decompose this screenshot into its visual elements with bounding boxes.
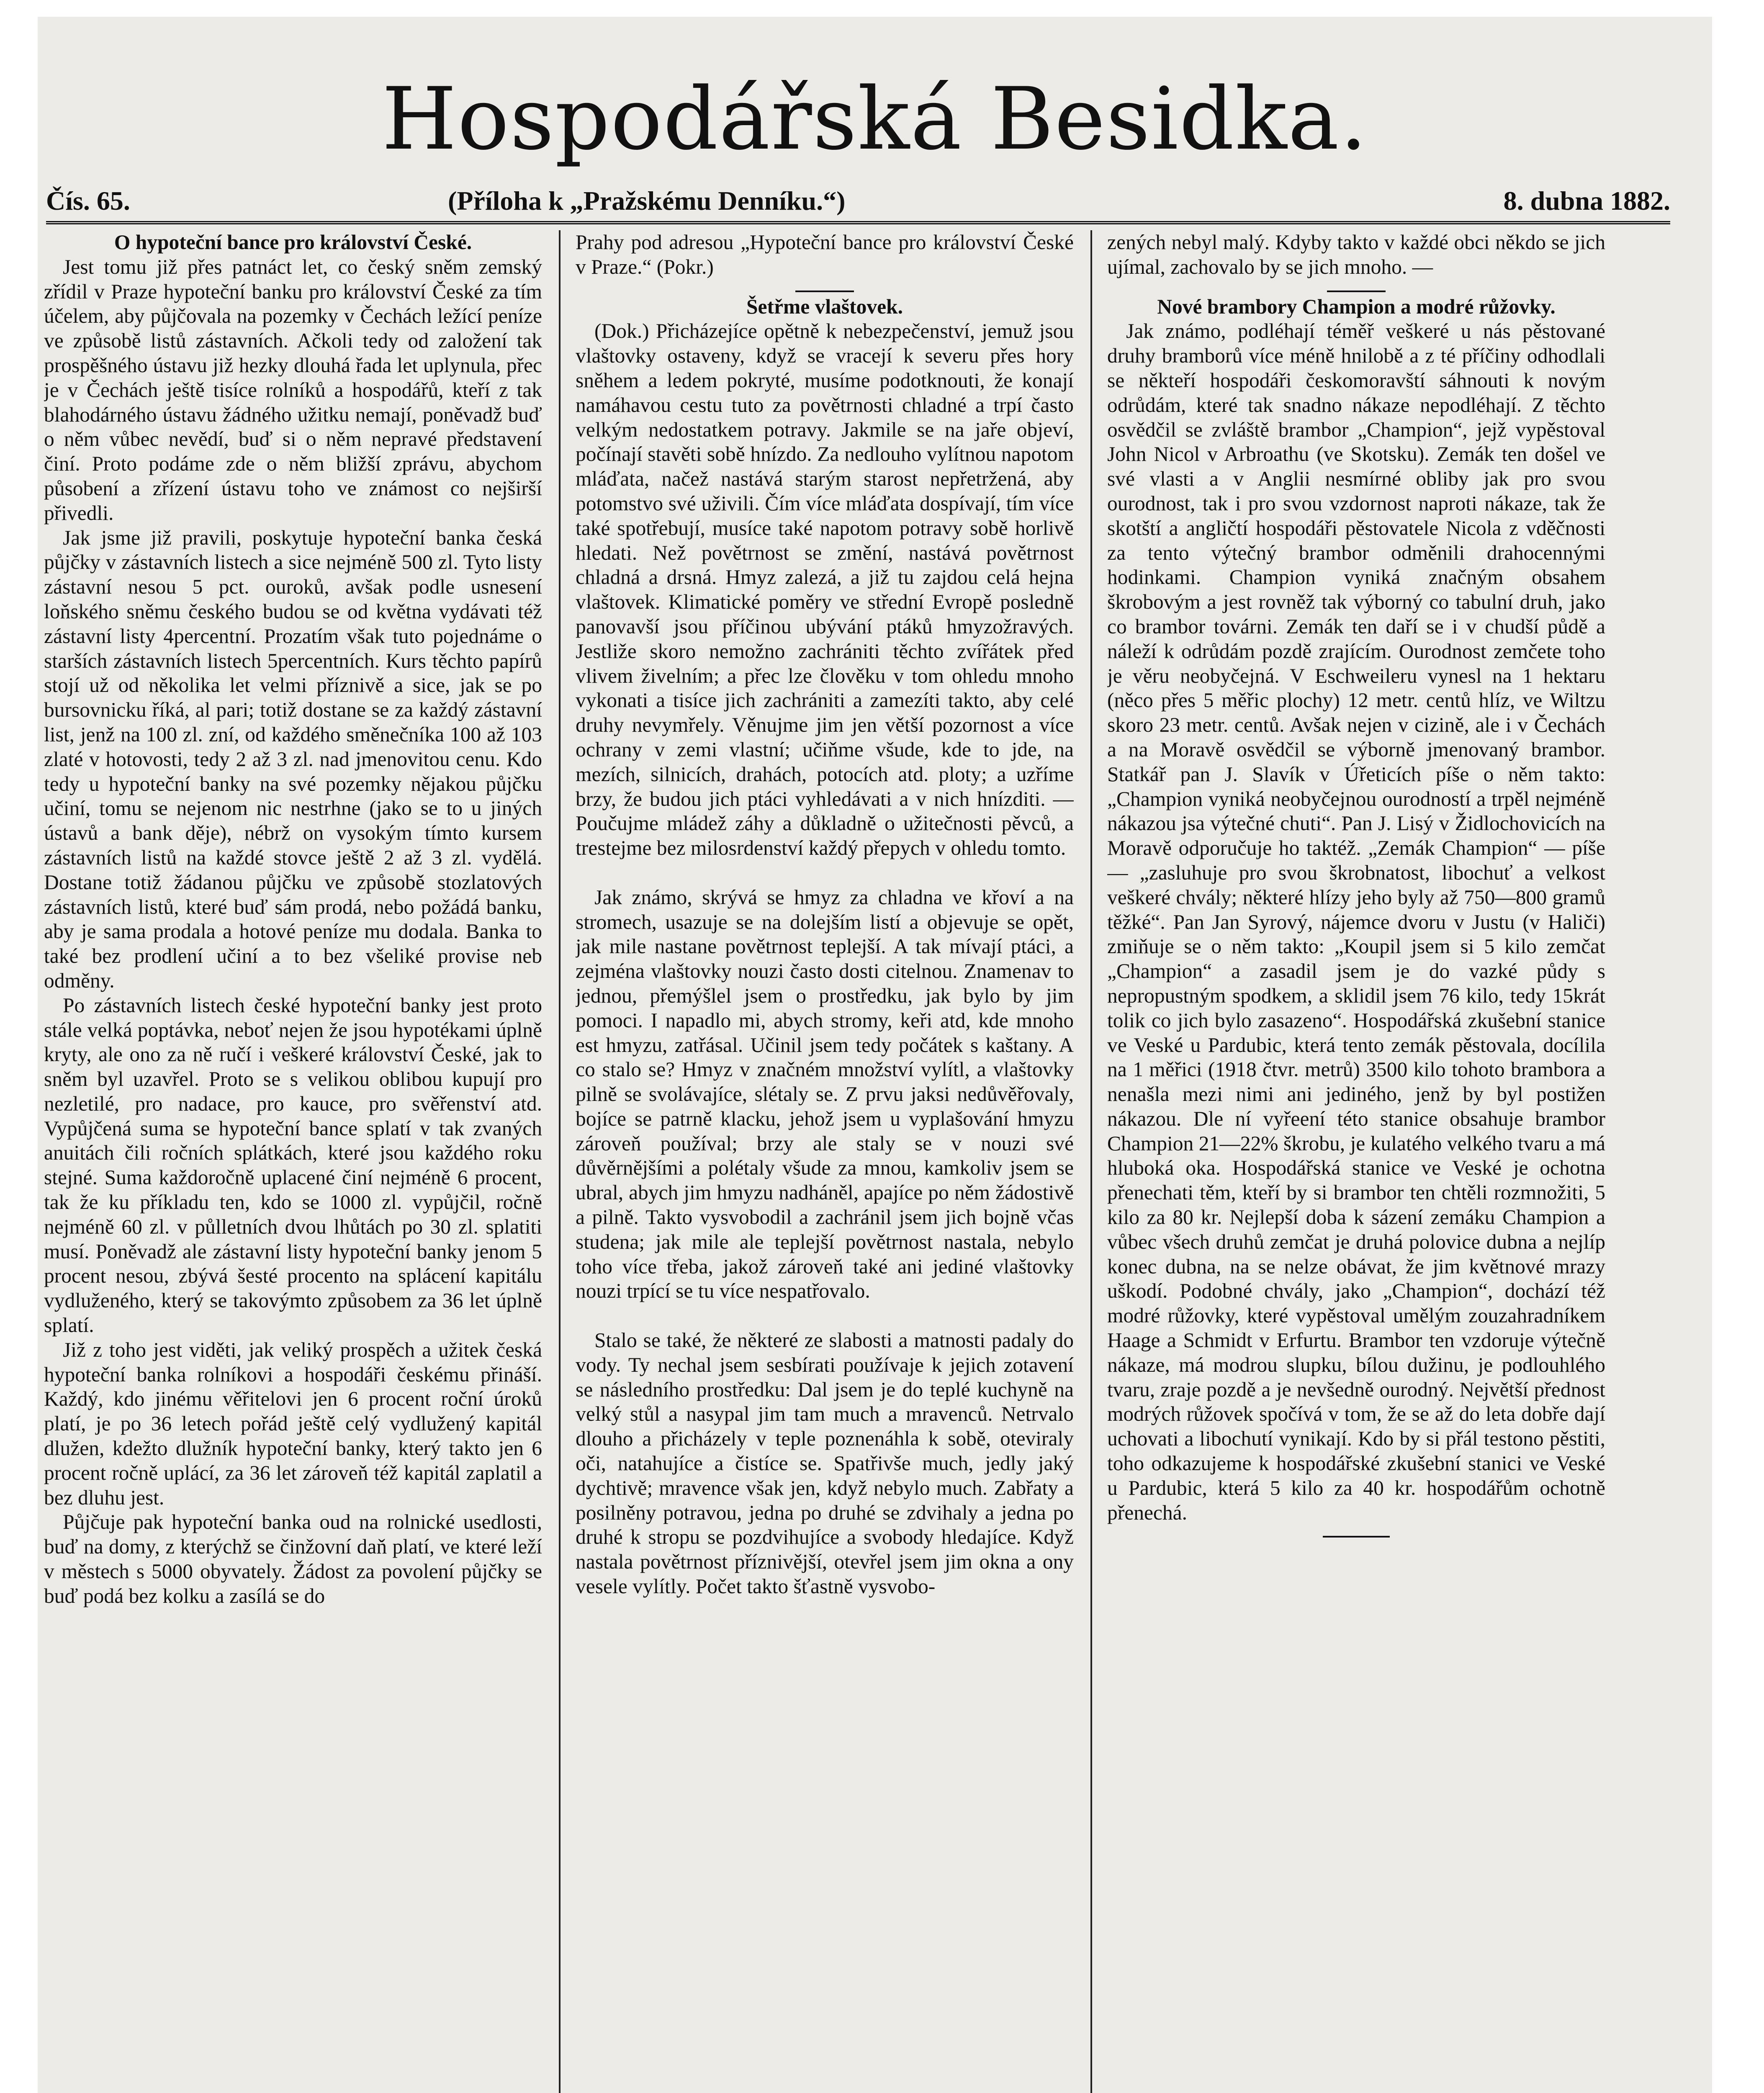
end-rule	[1323, 1536, 1390, 1538]
issue-date: 8. dubna 1882.	[1503, 186, 1670, 216]
article-heading: Šetřme vlaštovek.	[746, 295, 903, 318]
article-paragraph: Již z toho jest viděti, jak veliký prospěch a užitek česká hypoteční banka rolníkovi a hospodáři českému přináší. Každý, kdo jinému věřitelovi jen 6 procent roční úroků platí, je po 36 letech pořád ještě celý vydlužený kapitál dlužen, kdežto dlužník hypoteční banky, který takto jen 6 procent ročně uplácí, za 36 let zároveň též kapitál zaplatil a bez dluhu jest.	[44, 1338, 542, 1509]
column-3	[1107, 230, 1605, 1548]
article-paragraph: Jak známo, skrývá se hmyz za chladna ve křoví a na stromech, usazuje se na dolejším listí a objevuje se opět, jak mile nastane povětrnost teplejší. A tak mívají ptáci, a zejména vlaštovky nouzi často dosti citelnou. Znamenav to jednou, přemýšlel jsem o prostředku, jak bylo by jim pomoci. I napadlo mi, abych stromy, keři atd, kde mnoho est hmyzu, zatřásal. Učinil jsem tedy počátek s kaštany. A co stalo se? Hmyz v značném množství vylítl, a vlaštovky pilně se svolávajíce, slétaly se. Z prvu jaksi nedůvěřovaly, bojíce se patrně klacku, jehož jsem u vyplašování hmyzu zároveň používal; brzy ale staly se v nouzi své důvěrnějšími a polétaly všude za mnou, kamkoliv jsem se ubral, abych jim hmyzu nadháněl, apajíce po něm žádostivě a pilně. Takto vysvobodil a zachránil jsem jich bojně včas studena; jak mile ale teplejší povětrnost nastala, nebylo toho více třeba, jakož zároveň také ani jediné vlaštovky nouzi trpící se tu více nespatřovalo.	[576, 885, 1074, 1303]
article-paragraph: (Dok.) Přicházejíce opětně k nebezpečenství, jemuž jsou vlaštovky ostaveny, když se vracejí k severu přes hory sněhem a ledem pokryté, musíme podotknouti, že konají namáhavou cestu tuto za povětrnosti chladné a trpí často velkým nedostatkem potravy. Jakmile se na jaře objeví, počínají stavěti sobě hnízdo. Za nedlouho vylítnou napotom mláďata, načež nastává starým starost nepřetržená, aby potomstvo své uživili. Čím více mláďata dospívají, tím více také spotřebují, musíce také napotom potravy sobě horlivě hledati. Než povětrnost se změní, nastává povětrnost chladná a drsná. Hmyz zalezá, a již tu zajdou celá hejna vlaštovek. Klimatické poměry ve střední Evropě posledně panovavší jsou příčinou ubývání ptáků hmyzožravých. Jestliže skoro nemožno zachrániti těchto zvířátek před vlivem živelním; a přec lze člověku v tom ohledu mnoho vykonati a tisíce jich zachrániti a zamezíti takto, aby celé druhy nevymřely. Věnujme jim jen větší pozornost a více ochrany v zemi vlastní; učiňme všude, kde to jde, na mezích, silnicích, drahách, potocích atd. ploty; a uzříme brzy, že budou jich ptáci vyhledávati a v nich hnízditi. — Poučujme mládež záhy a důkladně o užitečnosti pěvců, a trestejme bez milosrdenství každý přepych v ohledu tomto.	[576, 319, 1074, 860]
masthead-title: Hospodářská Besidka.	[382, 69, 1368, 169]
column-divider	[559, 230, 561, 2093]
article-heading: O hypoteční bance pro království České.	[114, 231, 472, 254]
article-heading: Nové brambory Champion a modré růžovky.	[1157, 295, 1556, 318]
column-2	[576, 230, 1074, 1599]
header-rule	[46, 221, 1670, 224]
supplement-note: (Příloha k „Pražskému Denníku.“)	[448, 186, 846, 216]
article-paragraph: Půjčuje pak hypoteční banka oud na rolnické usedlosti, buď na domy, z kterýchž se činžovní daň platí, ve které leží v městech s 5000 obyvately. Žádost za povolení půjčky se buď podá bez kolku a zasílá se do	[44, 1510, 542, 1607]
article-paragraph: zených nebyl malý. Kdyby takto v každé obci někdo se jich ujímal, zachovalo by se jich mnoho. —	[1107, 231, 1605, 278]
paragraph-gap	[576, 861, 1074, 885]
column-divider	[1090, 230, 1092, 2093]
article-paragraph: Po zástavních listech české hypoteční banky jest proto stále velká poptávka, neboť nejen že jsou hypotékami úplně kryty, ale ono za ně ručí i veškeré království České, jak to sněm byl uzavřel. Proto se s velikou oblibou kupují pro nezletilé, pro nadace, pro kauce, pro svěřenství atd. Vypůjčená suma se hypoteční bance splatí v tak zvaných anuitách čili ročních splátkách, které jsou každého roku stejné. Suma každoročně uplacené činí nejméně 6 procent, tak že ku příkladu ten, kdo se 1000 zl. vypůjčil, ročně nejméně 60 zl. v půlletních dvou lhůtách po 30 zl. splatiti musí. Poněvadž ale zástavní listy hypoteční banky jenom 5 procent nesou, zbývá šesté procento na splácení kapitálu vydluženého, který se takovýmto způsobem za 36 let úplně splatí.	[44, 993, 542, 1337]
issue-number: Čís. 65.	[46, 186, 130, 216]
newspaper-page	[38, 17, 1712, 2093]
article-paragraph: Jak jsme již pravili, poskytuje hypoteční banka česká půjčky v zástavních listech a sice nejméně 500 zl. Tyto listy zástavní nesou 5 pct. ouroků, avšak podle usnesení loňského sněmu českého budou se od května vydávati též zástavní listy 4percentní. Prozatím však tuto pojednáme o starších zástavních listech 5percentních. Kurs těchto papírů stojí už od několika let velmi příznivě a sice, jak se po bursovnicku říká, al pari; totiž dostane se za každý zástavní list, jenž na 100 zl. zní, od každého směnečníka 100 až 103 zlaté v hotovosti, tedy 2 až 3 zl. nad jmenovitou cenu. Kdo tedy u hypoteční banky na své pozemky nějakou půjčku učiní, tomu se nejenom nic nestrhne (jako se to u jiných ústavů a bank děje), nébrž on vysokým tímto kursem zástavních listů na každé stovce ještě 2 až 3 zl. vydělá. Dostane totiž žádanou půjčku ve způsobě stozlatových zástavních listů, které buď sám prodá, nebo požádá banku, aby je sama prodala a hotové peníze mu dodala. Banka to také bez prodlení učiní a to bez všeliké provise neb odměny.	[44, 526, 542, 992]
paragraph-gap	[576, 1304, 1074, 1328]
article-paragraph: Jak známo, podléhají téměř veškeré u nás pěstované druhy bramborů více méně hnilobě a z té příčiny odhodlali se někteří hospodáři českomoravští sáhnouti k novým odrůdám, které tak snadno nákaze nepodléhají. Z těchto osvědčil se zvláště brambor „Champion“, jejž vypěstoval John Nicol v Arbroathu (ve Skotsku). Zemák ten došel ve své vlasti a v Anglii nesmírné obliby jak pro svou ourodnost, tak i pro svou vzdornost naproti nákaze, tak že skotští a angličtí hospodáři pěstovatele Nicola z vděčnosti za tento výtečný brambor odměnili drahocennými hodinkami. Champion vyniká značným obsahem škrobovým a jest rovněž tak výborný co tabulní druh, jako co brambor továrni. Zemák ten daří se i v chudší půdě a náleží k odrůdám pozdě zrajícím. Ourodnost zemčete toho je věru neobyčejná. V Eschweileru vynesl na 1 hektaru (něco přes 5 měřic plochy) 12 metr. centů hlíz, ve Wiltzu skoro 23 metr. centů. Avšak nejen v cizině, ale i v Čechách a na Moravě osvědčil se výborně jmenovaný brambor. Statkář pan J. Slavík v Úřeticích píše o něm takto: „Champion vyniká neobyčejnou ourodností a trpěl nejméně nákazou jsa výtečné chuti“. Pan J. Lisý v Židlochovicích na Moravě odporučuje ho taktéž. „Zemák Champion“ — píše — „zasluhuje pro svou škrobnatost, libochuť a velkost veškeré chvály; některé hlízy jeho byly až 750—800 gramů těžké“. Pan Jan Syrový, nájemce dvoru v Justu (v Haliči) zmiňuje se o něm takto: „Koupil jsem si 5 kilo zemčat „Champion“ a zasadil jsem je do vazké půdy s nepropustným spodkem, a sklidil jsem 76 kilo, tedy 15krát tolik co jich bylo zasazeno“. Hospodářská zkušební stanice ve Veské u Pardubic, která tento zemák pěstovala, docílila na 1 měřici (1918 čtvr. metrů) 3500 kilo tohoto brambora a nenašla mezi nimi ani jediného, jenž by byl postižen nákazou. Dle ní vyřeení této stanice obsahuje brambor Champion 21—22% škrobu, je kulatého velkého tvaru a má hluboká oka. Hospodářská stanice ve Veské je ochotna přenechati těm, kteří by si brambor ten chtěli rozmnožiti, 5 kilo za 80 kr. Nejlepší doba k sázení zemáku Champion a vůbec všech druhů zemčat je druhá polovice dubna a nejlíp konec dubna, na se nelze obávat, že jim květnové mrazy uškodí. Podobné chvály, jako „Champion“, dochází též modré růžovky, které vypěstoval umělým zouzahradníkem Haage a Schmidt v Erfurtu. Brambor ten vzdoruje výtečně nákaze, má modrou slupku, bílou dužinu, je podlouhlého tvaru, zraje pozdě a je nevšedně ourodný. Největší přednost modrých růžovek spočívá v tom, že se až do leta dobře dají uchovati a libochutí vynikají. Kdo by si přál testono pěstiti, toho odkazujeme k hospodářské zkušební stanici ve Veské u Pardubic, která 5 kilo za 40 kr. hospodářům ochotně přenechá.	[1107, 319, 1605, 1524]
issue-header	[46, 184, 1670, 218]
column-1	[44, 230, 542, 1609]
article-paragraph: Jest tomu již přes patnáct let, co český sněm zemský zřídil v Praze hypoteční banku pro království České za tím účelem, aby půjčovala na pozemky v Čechách ležící peníze ve způsobě listů zástavních. Ačkoli tedy od založení tak prospěšného ústavu již hezky dlouhá řada let uplynula, přec je v Čechách ještě tisíce rolníků a hospodářů, kteří z tak blahodárného ústavu žádného užitku nemají, poněvadž buď o něm vůbec nevědí, buď si o něm nepravé představení činí. Proto podáme zde o něm bližší zprávu, abychom působení a zřízení ústavu toho ve známost co nejširší přivedli.	[44, 255, 542, 525]
section-rule	[795, 291, 854, 292]
article-paragraph: Stalo se také, že některé ze slabosti a matnosti padaly do vody. Ty nechal jsem sesbírati používaje k jejich zotavení se následního prostředku: Dal jsem je do teplé kuchyně na velký stůl a nasypal jim tam much a mravenců. Netrvalo dlouho a přicházely v teple poznenáhla k sobě, oteviraly oči, natahujíce a čistíce se. Spatřivše much, jedly jaký dychtivě; mravence však jen, když nebylo much. Zabřaty a posilněny potravou, jedna po druhé se zdvihaly a jedna po druhé k stropu se pozdvihujíce a svobody hledajíce. Když nastala povětrnost příznivější, otevřel jsem jim okna a ony vesele vylítly. Počet takto šťastně vysvobo-	[576, 1329, 1074, 1598]
section-rule	[1327, 291, 1386, 292]
article-paragraph: Prahy pod adresou „Hypoteční bance pro království České v Praze.“ (Pokr.)	[576, 231, 1074, 278]
